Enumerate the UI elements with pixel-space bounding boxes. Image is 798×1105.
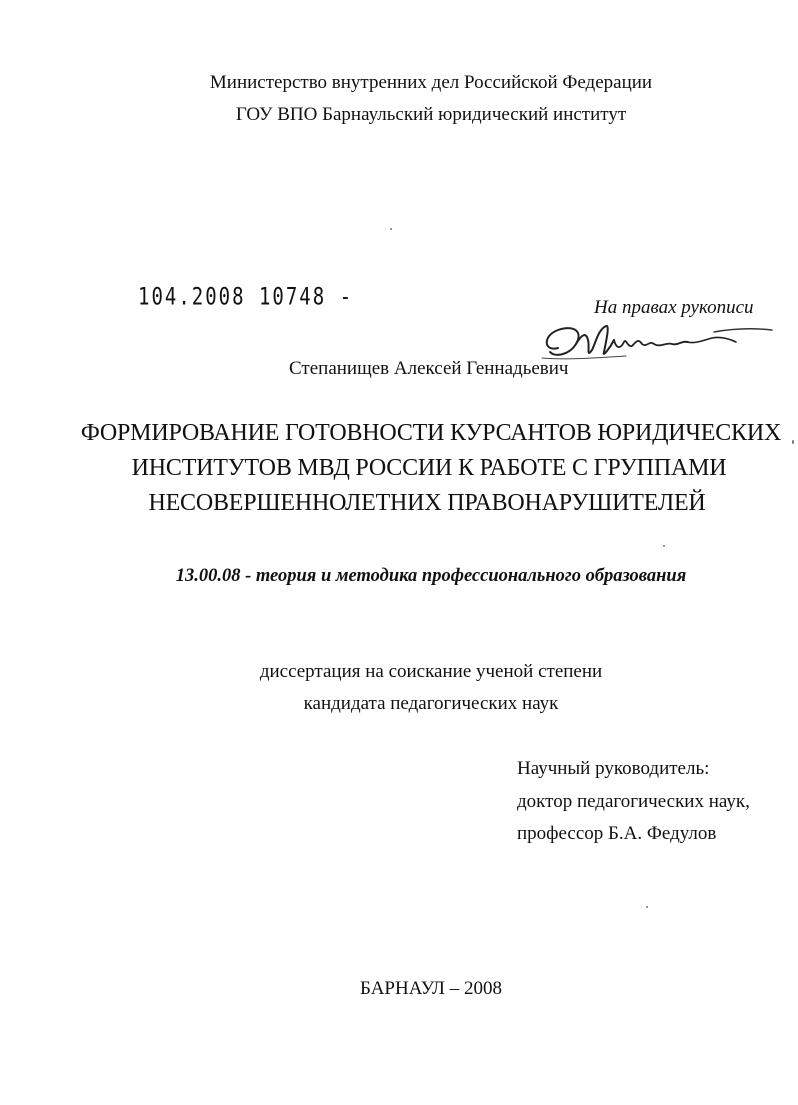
title-line: НЕСОВЕРШЕННОЛЕТНИХ ПРАВОНАРУШИТЕЛЕЙ <box>148 490 706 516</box>
specialty-code: 13.00.08 - теория и методика профессионального образования <box>175 566 687 586</box>
manuscript-note: На правах рукописи <box>594 297 754 318</box>
degree-line: кандидата педагогических наук <box>303 693 559 714</box>
degree-line: диссертация на соискание ученой степени <box>259 661 603 682</box>
city-year: БАРНАУЛ – 2008 <box>360 978 502 999</box>
scan-speck <box>646 906 648 908</box>
institution-name: ГОУ ВПО Барнаульский юридический институт <box>235 104 627 125</box>
ministry-name: Министерство внутренних дел Российской Федерации <box>209 72 653 93</box>
scan-speck <box>663 545 665 547</box>
advisor-name: профессор Б.А. Федулов <box>517 823 717 844</box>
title-line: ИНСТИТУТОВ МВД РОССИИ К РАБОТЕ С ГРУППАМИ <box>131 455 727 481</box>
title-line: ФОРМИРОВАНИЕ ГОТОВНОСТИ КУРСАНТОВ ЮРИДИЧЕСКИХ <box>80 420 782 446</box>
advisor-label: Научный руководитель: <box>517 758 710 779</box>
archive-number-stamp: 104.2008 10748 - <box>138 283 354 311</box>
scan-speck <box>792 440 794 444</box>
signature-icon <box>536 318 776 372</box>
scan-speck <box>390 228 392 230</box>
advisor-degree: доктор педагогических наук, <box>517 791 750 812</box>
author-name: Степанищев Алексей Геннадьевич <box>289 358 569 379</box>
